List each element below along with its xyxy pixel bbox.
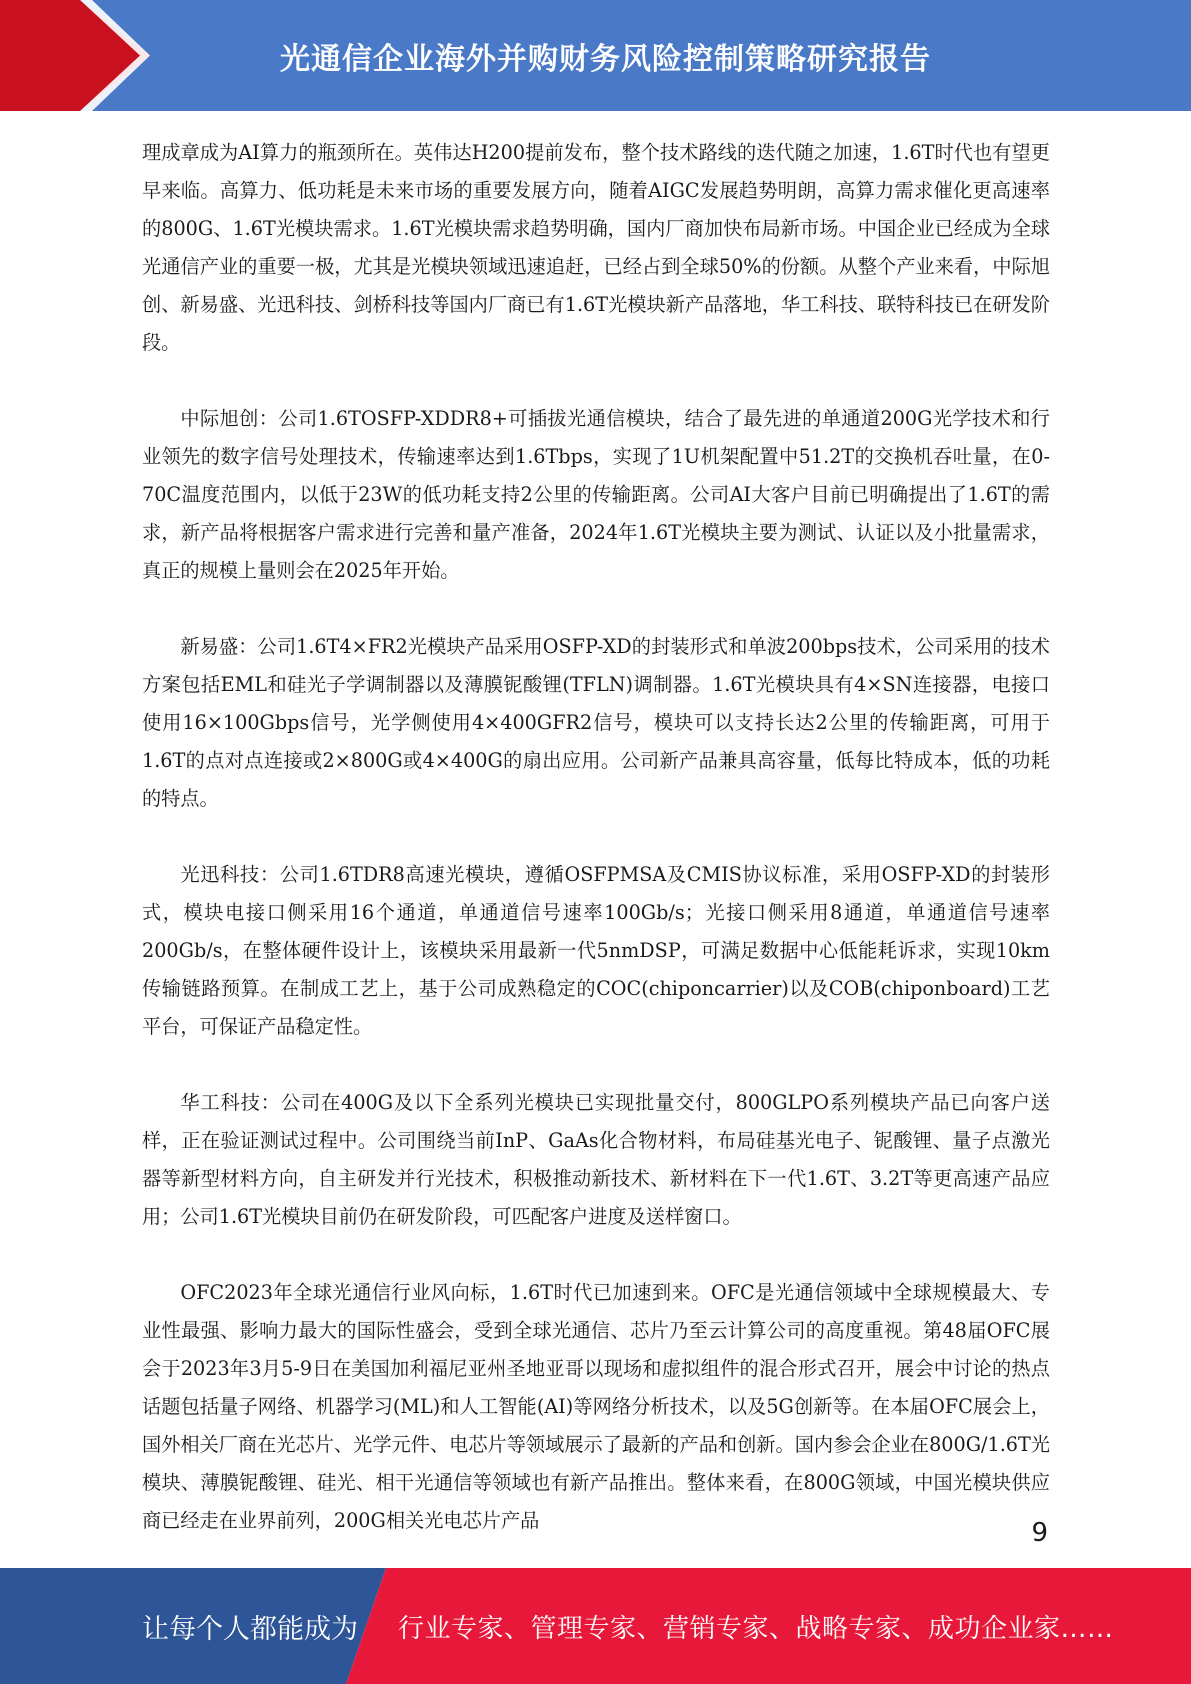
body-content — [142, 134, 1050, 1578]
report-title: 光通信企业海外并购财务风险控制策略研究报告 — [280, 41, 931, 77]
paragraph-huagong-keji: 华工科技：公司在400G及以下全系列光模块已实现批量交付，800GLPO系列模块产品已向客户送样，正在验证测试过程中。公司围绕当前InP、GaAs化合物材料，布局硅基光电子、铌酸锂、量子点激光器等新型材料方向，自主研发并行光技术，积极推动新技术、新材料在下一代1.6T、3.2T等更高速产品应用；公司1.6T光模块目前仍在研发阶段，可匹配客户进度及送样窗口。 — [142, 1091, 1050, 1228]
page-number: 9 — [1031, 1518, 1048, 1548]
paragraph-intro: 理成章成为AI算力的瓶颈所在。英伟达H200提前发布，整个技术路线的迭代随之加速，1.6T时代也有望更早来临。高算力、低功耗是未来市场的重要发展方向，随着AIGC发展趋势明朗，高算力需求催化更高速率的800G、1.6T光模块需求。1.6T光模块需求趋势明确，国内厂商加快布局新市场。中国企业已经成为全球光通信产业的重要一极，尤其是光模块领域迅速追赶，已经占到全球50%的份额。从整个产业来看，中际旭创、新易盛、光迅科技、剑桥科技等国内厂商已有1.6T光模块新产品落地，华工科技、联特科技已在研发阶段。 — [142, 141, 1050, 354]
page-header — [0, 0, 1191, 111]
paragraph-xinyisheng: 新易盛：公司1.6T4×FR2光模块产品采用OSFP-XD的封装形式和单波200bps技术，公司采用的技术方案包括EML和硅光子学调制器以及薄膜铌酸锂(TFLN)调制器。1.6T光模块具有4×SN连接器，电接口使用16×100Gbps信号，光学侧使用4×400GFR2信号，模块可以支持长达2公里的传输距离，可用于1.6T的点对点连接或2×800G或4×400G的扇出应用。公司新产品兼具高容量，低每比特成本，低的功耗的特点。 — [142, 635, 1050, 810]
paragraph-guangxun-keji: 光迅科技：公司1.6TDR8高速光模块，遵循OSFPMSA及CMIS协议标准，采用OSFP-XD的封装形式，模块电接口侧采用16个通道，单通道信号速率100Gb/s；光接口侧采用8通道，单通道信号速率200Gb/s，在整体硬件设计上，该模块采用最新一代5nmDSP，可满足数据中心低能耗诉求，实现10km传输链路预算。在制成工艺上，基于公司成熟稳定的COC(chiponcarrier)以及COB(chiponboard)工艺平台，可保证产品稳定性。 — [142, 863, 1050, 1038]
page-footer — [0, 1568, 1191, 1684]
footer-slogan-left: 让每个人都能成为 — [142, 1613, 358, 1645]
footer-slogan-right: 行业专家、管理专家、营销专家、战略专家、成功企业家…… — [398, 1613, 1114, 1644]
paragraph-zhongji-xuchuang: 中际旭创：公司1.6TOSFP-XDDR8+可插拔光通信模块，结合了最先进的单通道200G光学技术和行业领先的数字信号处理技术，传输速率达到1.6Tbps，实现了1U机架配置中51.2T的交换机吞吐量，在0-70C温度范围内，以低于23W的低功耗支持2公里的传输距离。公司AI大客户目前已明确提出了1.6T的需求，新产品将根据客户需求进行完善和量产准备，2024年1.6T光模块主要为测试、认证以及小批量需求，真正的规模上量则会在2025年开始。 — [142, 407, 1050, 582]
header-red-chevron — [0, 0, 150, 111]
paragraph-ofc2023: OFC2023年全球光通信行业风向标，1.6T时代已加速到来。OFC是光通信领域中全球规模最大、专业性最强、影响力最大的国际性盛会，受到全球光通信、芯片乃至云计算公司的高度重视。第48届OFC展会于2023年3月5-9日在美国加利福尼亚州圣地亚哥以现场和虚拟组件的混合形式召开，展会中讨论的热点话题包括量子网络、机器学习(ML)和人工智能(AI)等网络分析技术，以及5G创新等。在本届OFC展会上，国外相关厂商在光芯片、光学元件、电芯片等领域展示了最新的产品和创新。国内参会企业在800G/1.6T光模块、薄膜铌酸锂、硅光、相干光通信等领域也有新产品推出。整体来看，在800G领域，中国光模块供应商已经走在业界前列，200G相关光电芯片产品 — [142, 1281, 1050, 1532]
